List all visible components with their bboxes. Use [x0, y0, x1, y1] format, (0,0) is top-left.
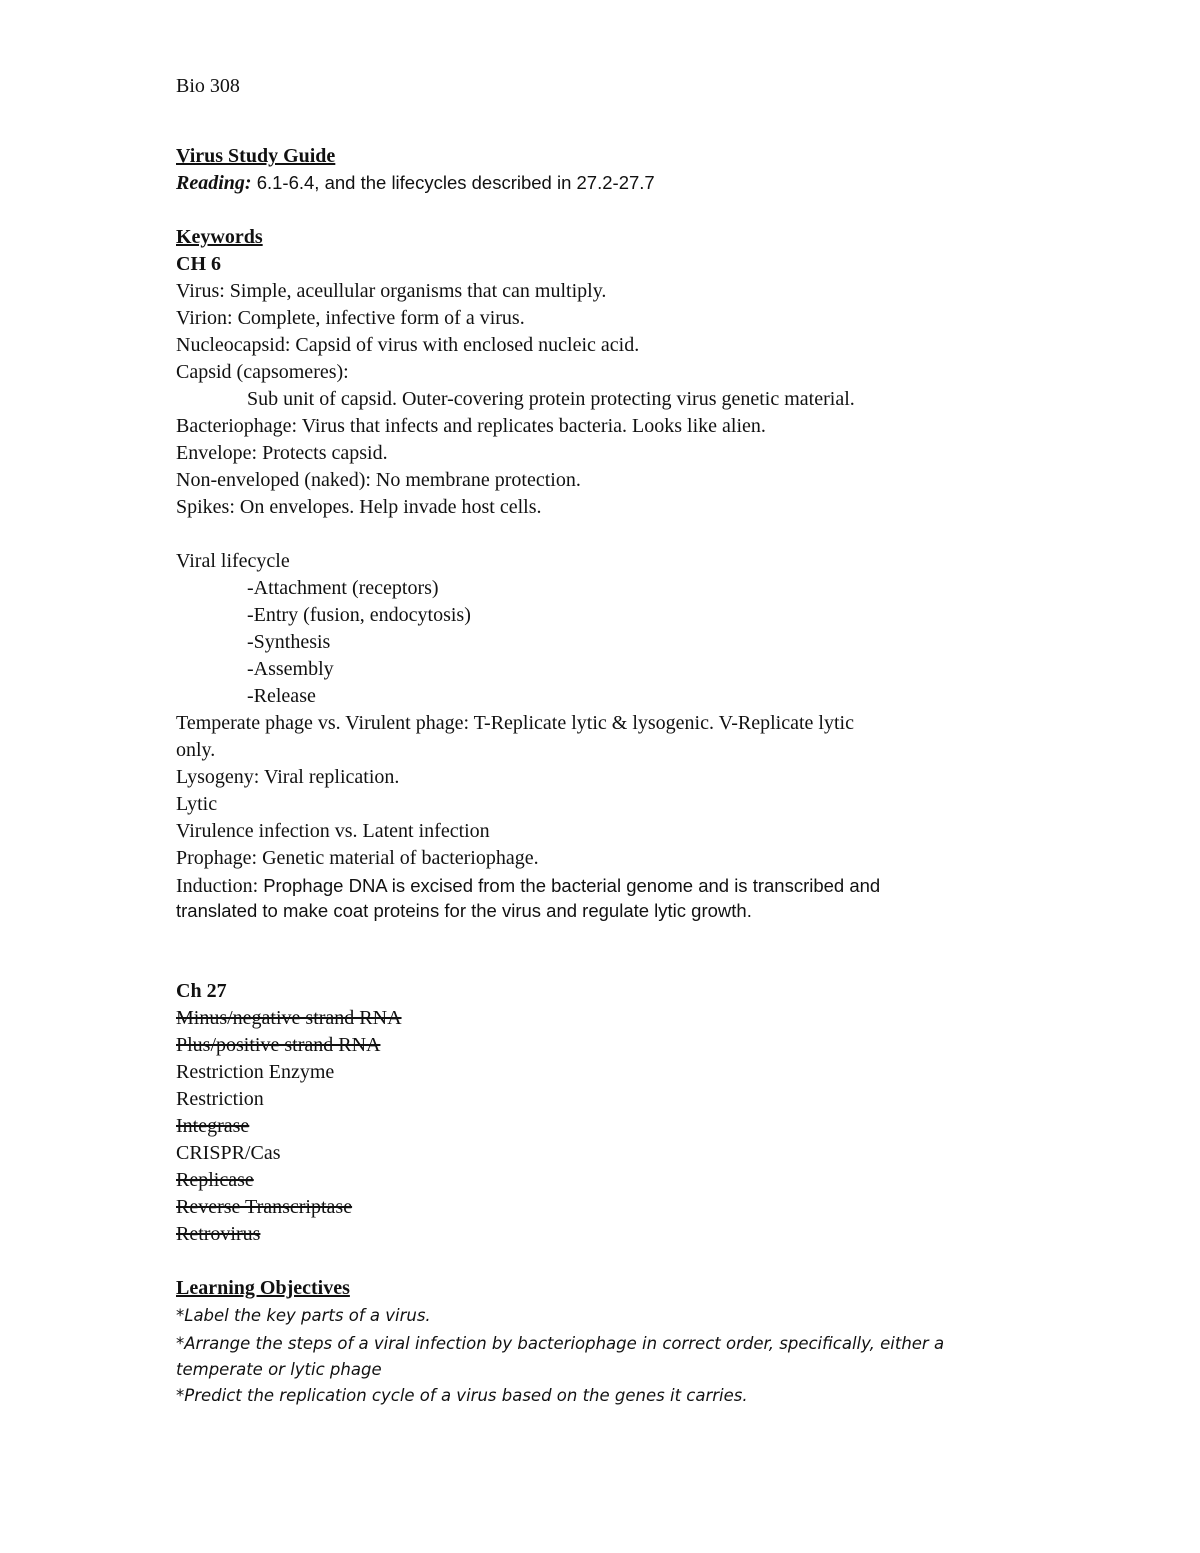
keyword-line: Prophage: Genetic material of bacteriophage.	[176, 847, 539, 869]
objective-item: temperate or lytic phage	[176, 1360, 382, 1379]
ch27-item: Restriction	[176, 1088, 264, 1110]
induction-text: Prophage DNA is excised from the bacterial genome and is transcribed and	[263, 875, 881, 896]
keyword-line: Lytic	[176, 793, 218, 815]
reading-line	[176, 171, 655, 195]
keyword-line: Non-enveloped (naked): No membrane protection.	[176, 469, 581, 491]
induction-label: Induction:	[176, 875, 264, 897]
lifecycle-step: -Entry (fusion, endocytosis)	[247, 604, 471, 626]
lifecycle-step: -Assembly	[247, 658, 334, 680]
ch6-heading: CH 6	[176, 253, 221, 275]
induction-text-cont: translated to make coat proteins for the virus and regulate lytic growth.	[176, 900, 752, 921]
keyword-line: Nucleocapsid: Capsid of virus with enclosed nucleic acid.	[176, 334, 640, 356]
keyword-line: Virion: Complete, infective form of a virus.	[176, 307, 525, 329]
ch27-item: Replicase	[176, 1169, 254, 1191]
induction-line	[176, 874, 880, 898]
objective-item: *Arrange the steps of a viral infection by bacteriophage in correct order, specifically, either a	[176, 1334, 945, 1353]
keywords-heading: Keywords	[176, 226, 263, 248]
ch27-heading: Ch 27	[176, 980, 227, 1002]
ch27-item: Reverse Transcriptase	[176, 1196, 353, 1218]
objectives-heading: Learning Objectives	[176, 1277, 350, 1299]
keyword-line: Virus: Simple, aceullular organisms that can multiply.	[176, 280, 607, 302]
keyword-line: only.	[176, 739, 216, 761]
ch27-item: Plus/positive strand RNA	[176, 1034, 381, 1056]
ch27-item: Retrovirus	[176, 1223, 261, 1245]
ch27-item: CRISPR/Cas	[176, 1142, 281, 1164]
keyword-line: Bacteriophage: Virus that infects and replicates bacteria. Looks like alien.	[176, 415, 766, 437]
course-code: Bio 308	[176, 75, 240, 97]
reading-label: Reading:	[176, 172, 252, 194]
document-title: Virus Study Guide	[176, 145, 336, 167]
lifecycle-heading: Viral lifecycle	[176, 550, 290, 572]
ch27-item: Minus/negative strand RNA	[176, 1007, 402, 1029]
ch27-item: Restriction Enzyme	[176, 1061, 335, 1083]
keyword-line: Virulence infection vs. Latent infection	[176, 820, 490, 842]
lifecycle-step: -Synthesis	[247, 631, 331, 653]
lifecycle-step: -Attachment (receptors)	[247, 577, 439, 599]
keyword-line: Envelope: Protects capsid.	[176, 442, 388, 464]
keyword-line: Spikes: On envelopes. Help invade host cells.	[176, 496, 542, 518]
objective-item: *Predict the replication cycle of a virus based on the genes it carries.	[176, 1386, 748, 1405]
ch27-item: Integrase	[176, 1115, 250, 1137]
keyword-line: Temperate phage vs. Virulent phage: T-Replicate lytic & lysogenic. V-Replicate lytic	[176, 712, 854, 734]
reading-text: 6.1-6.4, and the lifecycles described in 27.2-27.7	[251, 172, 655, 193]
lifecycle-step: -Release	[247, 685, 316, 707]
keyword-line: Capsid (capsomeres):	[176, 361, 349, 383]
keyword-line: Lysogeny: Viral replication.	[176, 766, 400, 788]
objective-item: *Label the key parts of a virus.	[176, 1306, 431, 1325]
keyword-line: Sub unit of capsid. Outer-covering protein protecting virus genetic material.	[247, 388, 855, 410]
